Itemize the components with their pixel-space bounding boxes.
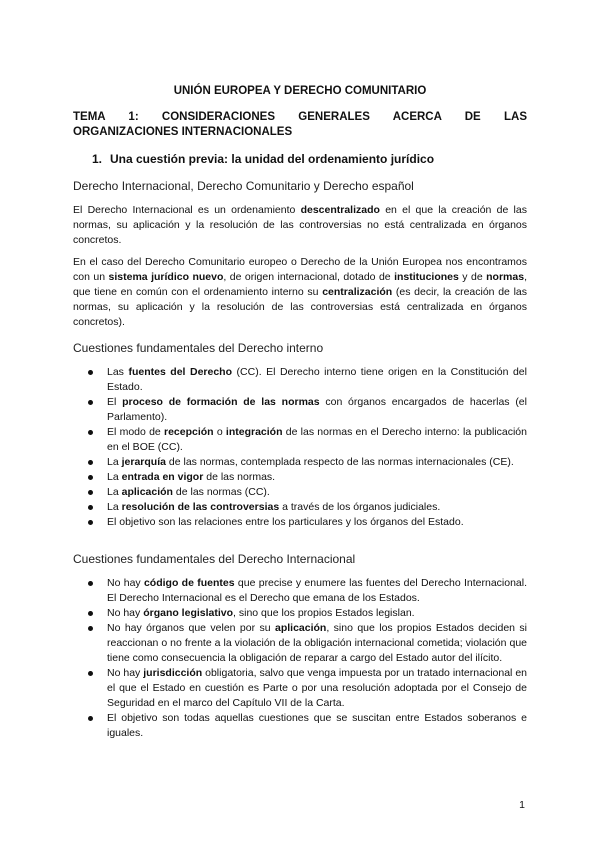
bullet-icon [88,671,93,676]
bold-text: integración [225,426,283,438]
text: de las normas en el Derecho interno: la publicación en el BOE (CC). [107,426,527,453]
section-heading [92,152,434,166]
document-title: UNIÓN EUROPEA Y DERECHO COMUNITARIO [173,85,427,97]
bullet-icon [88,611,93,616]
list-item [73,711,527,741]
bold-text: instituciones [394,271,459,283]
text: El objetivo son las relaciones entre los particulares y los órganos del Estado. [107,516,464,528]
bold-text: recepción [163,426,214,438]
text: No hay [107,667,144,679]
tema-heading-line2: ORGANIZACIONES INTERNACIONALES [73,126,293,138]
bold-text: entrada en vigor [121,471,204,483]
page-number: 1 [519,799,525,811]
bullet-icon [88,505,93,510]
bold-text: código de fuentes [143,577,235,589]
text: de las normas, contemplada respecto de las normas internacionales (CE). [165,456,514,468]
text: La [107,486,122,498]
text: (CC). El Derecho interno tiene origen en la Constitución del Estado. [107,366,527,393]
bold-text: sistema jurídico nuevo [108,271,224,283]
text: La [107,456,122,468]
text: , de origen internacional, dotado de [223,271,395,283]
list-item [73,395,527,425]
list-item [73,621,527,666]
bullet-icon [88,460,93,465]
text: No hay [107,607,144,619]
text: El Derecho Internacional es un ordenamiento [73,204,301,216]
list-item [73,485,527,500]
bullet-icon [88,430,93,435]
list-item [73,606,527,621]
text: , sino que los propios Estados legislan. [233,607,415,619]
subtitle-derecho-internacional-comunitario-espanol: Derecho Internacional, Derecho Comunitario y Derecho español [73,179,414,193]
list-item [73,425,527,455]
bullet-icon [88,490,93,495]
bullet-icon [88,581,93,586]
text: de las normas (CC). [172,486,270,498]
text: (es decir, la creación de las normas, su aplicación y la resolución de las controversias está centralizada en órganos concretos). [73,286,527,328]
text: con órganos encargados de hacerlas (el Parlamento). [107,396,527,423]
tema-heading-line1: TEMA 1: CONSIDERACIONES GENERALES ACERCA DE LAS [73,111,527,123]
list-item [73,470,527,485]
section-number: 1. [92,152,103,166]
list-item [73,365,527,395]
list-derecho-interno [73,365,527,530]
bold-text: fuentes del Derecho [128,366,233,378]
bullet-icon [88,370,93,375]
text: La [107,501,122,513]
bullet-icon [88,626,93,631]
text: a través de los órganos judiciales. [279,501,441,513]
text: que precise y enumere las fuentes del Derecho Internacional. El Derecho Internacional es el Derecho que emana de los Estados. [107,577,528,604]
bold-text: órgano legislativo [143,607,234,619]
bold-text: aplicación [274,622,327,634]
text: o [213,426,226,438]
text: , que tiene en común con el ordenamiento interno su [73,271,527,298]
list-derecho-internacional [73,576,527,741]
text: El objetivo son todas aquellas cuestiones que se suscitan entre Estados soberanos e iguales. [107,712,527,739]
text: En el caso del Derecho Comunitario europeo o Derecho de la Unión Europea nos encontramos con un [73,256,527,283]
text: , sino que los propios Estados deciden si reaccionan o no frente a la violación de la obligación internacional cometida; violación que tiene como consecuencia la obligación de reparar a cargo del Estado autor del ilícito. [107,622,527,664]
bold-text: resolución de las controversias [121,501,280,513]
subtitle-derecho-internacional: Cuestiones fundamentales del Derecho Internacional [73,552,356,566]
tema-heading [73,110,527,140]
text: y de [458,271,487,283]
text: No hay [107,577,144,589]
list-item [73,576,527,606]
text: Las [107,366,129,378]
section-title: Una cuestión previa: la unidad del ordenamiento jurídico [110,152,435,166]
bullet-icon [88,475,93,480]
bullet-icon [88,400,93,405]
list-item [73,500,527,515]
list-item [73,666,527,711]
text: en el que la creación de las normas, su aplicación y la resolución de las controversias no está centralizada en órganos concretos. [73,204,527,246]
bullet-icon [88,520,93,525]
bold-text: aplicación [121,486,173,498]
bold-text: jerarquía [121,456,166,468]
bold-text: centralización [322,286,393,298]
bullet-icon [88,716,93,721]
bold-text: descentralizado [300,204,380,216]
text: El [107,396,123,408]
list-item [73,455,527,470]
text: obligatoria, salvo que venga impuesta por un tratado internacional en el que el Estado en cuestión es Parte o por una resolución adoptada por el Consejo de Seguridad en el marco del Capítulo VII de la Carta. [107,667,528,709]
list-item [73,515,527,530]
text: No hay órganos que velen por su [107,622,275,634]
text: El modo de [107,426,164,438]
paragraph-1 [73,203,527,248]
bold-text: normas [486,271,525,283]
paragraph-2 [73,255,527,330]
text: La [107,471,122,483]
text: de las normas. [203,471,276,483]
bold-text: jurisdicción [143,667,203,679]
subtitle-derecho-interno: Cuestiones fundamentales del Derecho interno [73,341,324,355]
bold-text: proceso de formación de las normas [122,396,320,408]
